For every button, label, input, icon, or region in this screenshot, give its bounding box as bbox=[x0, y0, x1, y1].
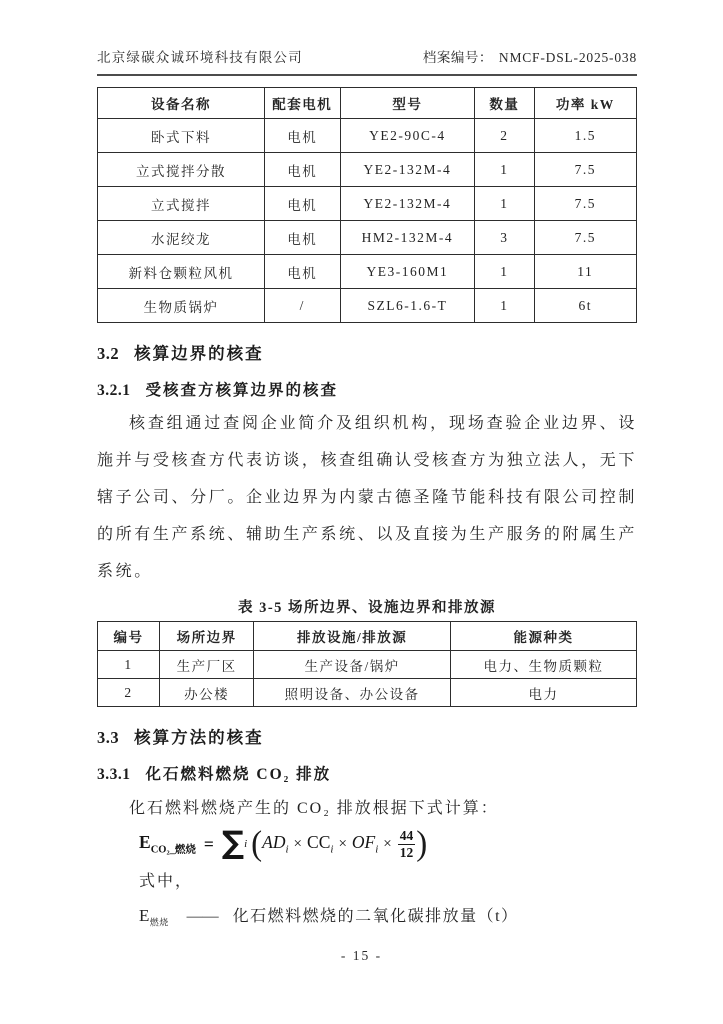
section-heading-3-2 bbox=[97, 340, 637, 364]
section-title: 核算边界的核查 bbox=[134, 344, 264, 363]
times-sign: × bbox=[338, 835, 347, 852]
cell-model: YE3-160M1 bbox=[340, 255, 475, 289]
section-number: 3.2 bbox=[97, 344, 120, 363]
table-row bbox=[98, 679, 637, 707]
term-AD-subscript: i bbox=[285, 843, 289, 856]
cell-source: 照明设备、办公设备 bbox=[254, 679, 451, 707]
col-header: 数量 bbox=[475, 88, 534, 119]
cell-model: SZL6-1.6-T bbox=[340, 289, 475, 323]
table-row bbox=[98, 119, 637, 153]
cell-qty: 2 bbox=[475, 119, 534, 153]
cell-power: 7.5 bbox=[534, 153, 636, 187]
col-header: 编号 bbox=[98, 622, 160, 651]
cell-motor: 电机 bbox=[265, 153, 340, 187]
cell-motor: 电机 bbox=[265, 187, 340, 221]
cell-motor: 电机 bbox=[265, 119, 340, 153]
table-row bbox=[98, 221, 637, 255]
term-OF-base: OF bbox=[351, 832, 376, 853]
equipment-table bbox=[97, 87, 637, 323]
table-3-5-caption: 表 3-5 场所边界、设施边界和排放源 bbox=[237, 600, 497, 616]
cell-motor: / bbox=[265, 289, 340, 323]
cell-source: 生产设备/锅炉 bbox=[254, 651, 451, 679]
term-CC-subscript: i bbox=[330, 843, 334, 856]
table-header-row bbox=[98, 622, 637, 651]
boundary-paragraph: 核查组通过查阅企业简介及组织机构，现场查验企业边界、设施并与受核查方代表访谈，核查组确认受核查方为独立法人，无下辖子公司、分厂。企业边界为内蒙古德圣隆节能科技有限公司控制的所有生产系统、辅助生产系统、以及直接为生产服务的附属生产系统。 bbox=[97, 415, 637, 580]
summation-symbol: ∑ bbox=[221, 825, 245, 862]
equals-sign: = bbox=[203, 833, 214, 854]
cell-motor: 电机 bbox=[265, 255, 340, 289]
section-title: 受核查方核算边界的核查 bbox=[145, 382, 339, 399]
formula-lhs-base: E bbox=[139, 831, 151, 852]
section-number: 3.2.1 bbox=[97, 382, 131, 399]
col-header: 能源种类 bbox=[451, 622, 637, 651]
times-sign: × bbox=[293, 835, 303, 852]
cell-qty: 1 bbox=[475, 255, 534, 289]
cell-model: HM2-132M-4 bbox=[340, 221, 475, 255]
where-symbol-base: E bbox=[139, 906, 150, 926]
term-OF bbox=[352, 832, 378, 856]
summation-index: i bbox=[244, 838, 248, 851]
cell-model: YE2-90C-4 bbox=[340, 119, 475, 153]
cell-energy: 电力 bbox=[451, 679, 637, 707]
cell-qty: 1 bbox=[475, 187, 534, 221]
cell-qty: 1 bbox=[475, 289, 534, 323]
cell-device: 水泥绞龙 bbox=[98, 221, 265, 255]
fraction-44-12 bbox=[398, 828, 416, 860]
col-header: 配套电机 bbox=[265, 88, 340, 119]
cell-model: YE2-132M-4 bbox=[340, 153, 475, 187]
co2-combustion-formula: $E_{CO_2\_燃烧}$ = ∑ i ( $AD_i$ × $CC_i$ × $OF_i$ × $\frac{44}{12}$ ) bbox=[139, 825, 428, 863]
cell-site: 办公楼 bbox=[159, 679, 253, 707]
formula-intro: 化石燃料燃烧产生的 CO₂ 排放根据下式计算： bbox=[129, 800, 499, 817]
col-header: 排放设施/排放源 bbox=[254, 622, 451, 651]
term-CC-base: CC bbox=[307, 832, 331, 853]
cell-power: 6t bbox=[534, 289, 636, 323]
term-CC bbox=[307, 832, 333, 856]
cell-site: 生产厂区 bbox=[159, 651, 253, 679]
cell-power: 7.5 bbox=[534, 221, 636, 255]
cell-qty: 1 bbox=[475, 153, 534, 187]
boundary-table bbox=[97, 621, 637, 707]
col-header: 功率 kW bbox=[534, 88, 636, 119]
cell-motor: 电机 bbox=[265, 221, 340, 255]
cell-index: 1 bbox=[98, 651, 160, 679]
section-title: 核算方法的核查 bbox=[134, 728, 264, 747]
cell-power: 7.5 bbox=[534, 187, 636, 221]
col-header: 型号 bbox=[340, 88, 475, 119]
cell-qty: 3 bbox=[475, 221, 534, 255]
company-name: 北京绿碳众诚环境科技有限公司 bbox=[97, 50, 303, 65]
table-row bbox=[98, 651, 637, 679]
section-number: 3.3 bbox=[97, 728, 120, 747]
table-row bbox=[98, 289, 637, 323]
term-OF-subscript: i bbox=[375, 843, 379, 856]
term-AD-base: AD bbox=[262, 832, 286, 853]
cell-index: 2 bbox=[98, 679, 160, 707]
times-sign: × bbox=[383, 835, 392, 852]
cell-device: 立式搅拌 bbox=[98, 187, 265, 221]
section-heading-3-2-1 bbox=[97, 378, 637, 400]
cell-power: 11 bbox=[534, 255, 636, 289]
fraction-numerator: 44 bbox=[399, 828, 414, 843]
formula-lhs-subscript: CO₂_燃烧 bbox=[150, 844, 196, 856]
table-row bbox=[98, 255, 637, 289]
cell-power: 1.5 bbox=[534, 119, 636, 153]
file-number-label: 档案编号： bbox=[422, 50, 493, 65]
fraction-denominator: 12 bbox=[399, 844, 414, 860]
term-AD bbox=[262, 832, 288, 856]
where-symbol-subscript: 燃烧 bbox=[149, 917, 169, 928]
definition-dash: —— bbox=[186, 908, 219, 926]
cell-device: 卧式下料 bbox=[98, 119, 265, 153]
file-number bbox=[423, 46, 637, 66]
where-definition bbox=[139, 903, 637, 928]
col-header: 场所边界 bbox=[159, 622, 253, 651]
section-number: 3.3.1 bbox=[97, 766, 131, 783]
cell-device: 生物质锅炉 bbox=[98, 289, 265, 323]
cell-device: 新料仓颗粒风机 bbox=[98, 255, 265, 289]
table-row bbox=[98, 153, 637, 187]
table-row bbox=[98, 187, 637, 221]
formula-lhs bbox=[139, 832, 196, 857]
col-header: 设备名称 bbox=[98, 88, 265, 119]
section-heading-3-3 bbox=[97, 724, 637, 748]
page-number: - 15 - bbox=[340, 948, 383, 963]
table-header-row bbox=[98, 88, 637, 119]
where-symbol bbox=[139, 906, 169, 928]
page-header bbox=[97, 46, 637, 76]
cell-device: 立式搅拌分散 bbox=[98, 153, 265, 187]
where-intro: 式中， bbox=[139, 873, 194, 891]
definition-text: 化石燃料燃烧的二氧化碳排放量（t） bbox=[232, 908, 519, 926]
section-title: 化石燃料燃烧 CO₂ 排放 bbox=[145, 766, 332, 783]
cell-energy: 电力、生物质颗粒 bbox=[451, 651, 637, 679]
file-number-value: NMCF-DSL-2025-038 bbox=[498, 50, 637, 65]
section-heading-3-3-1 bbox=[97, 762, 637, 784]
cell-model: YE2-132M-4 bbox=[340, 187, 475, 221]
